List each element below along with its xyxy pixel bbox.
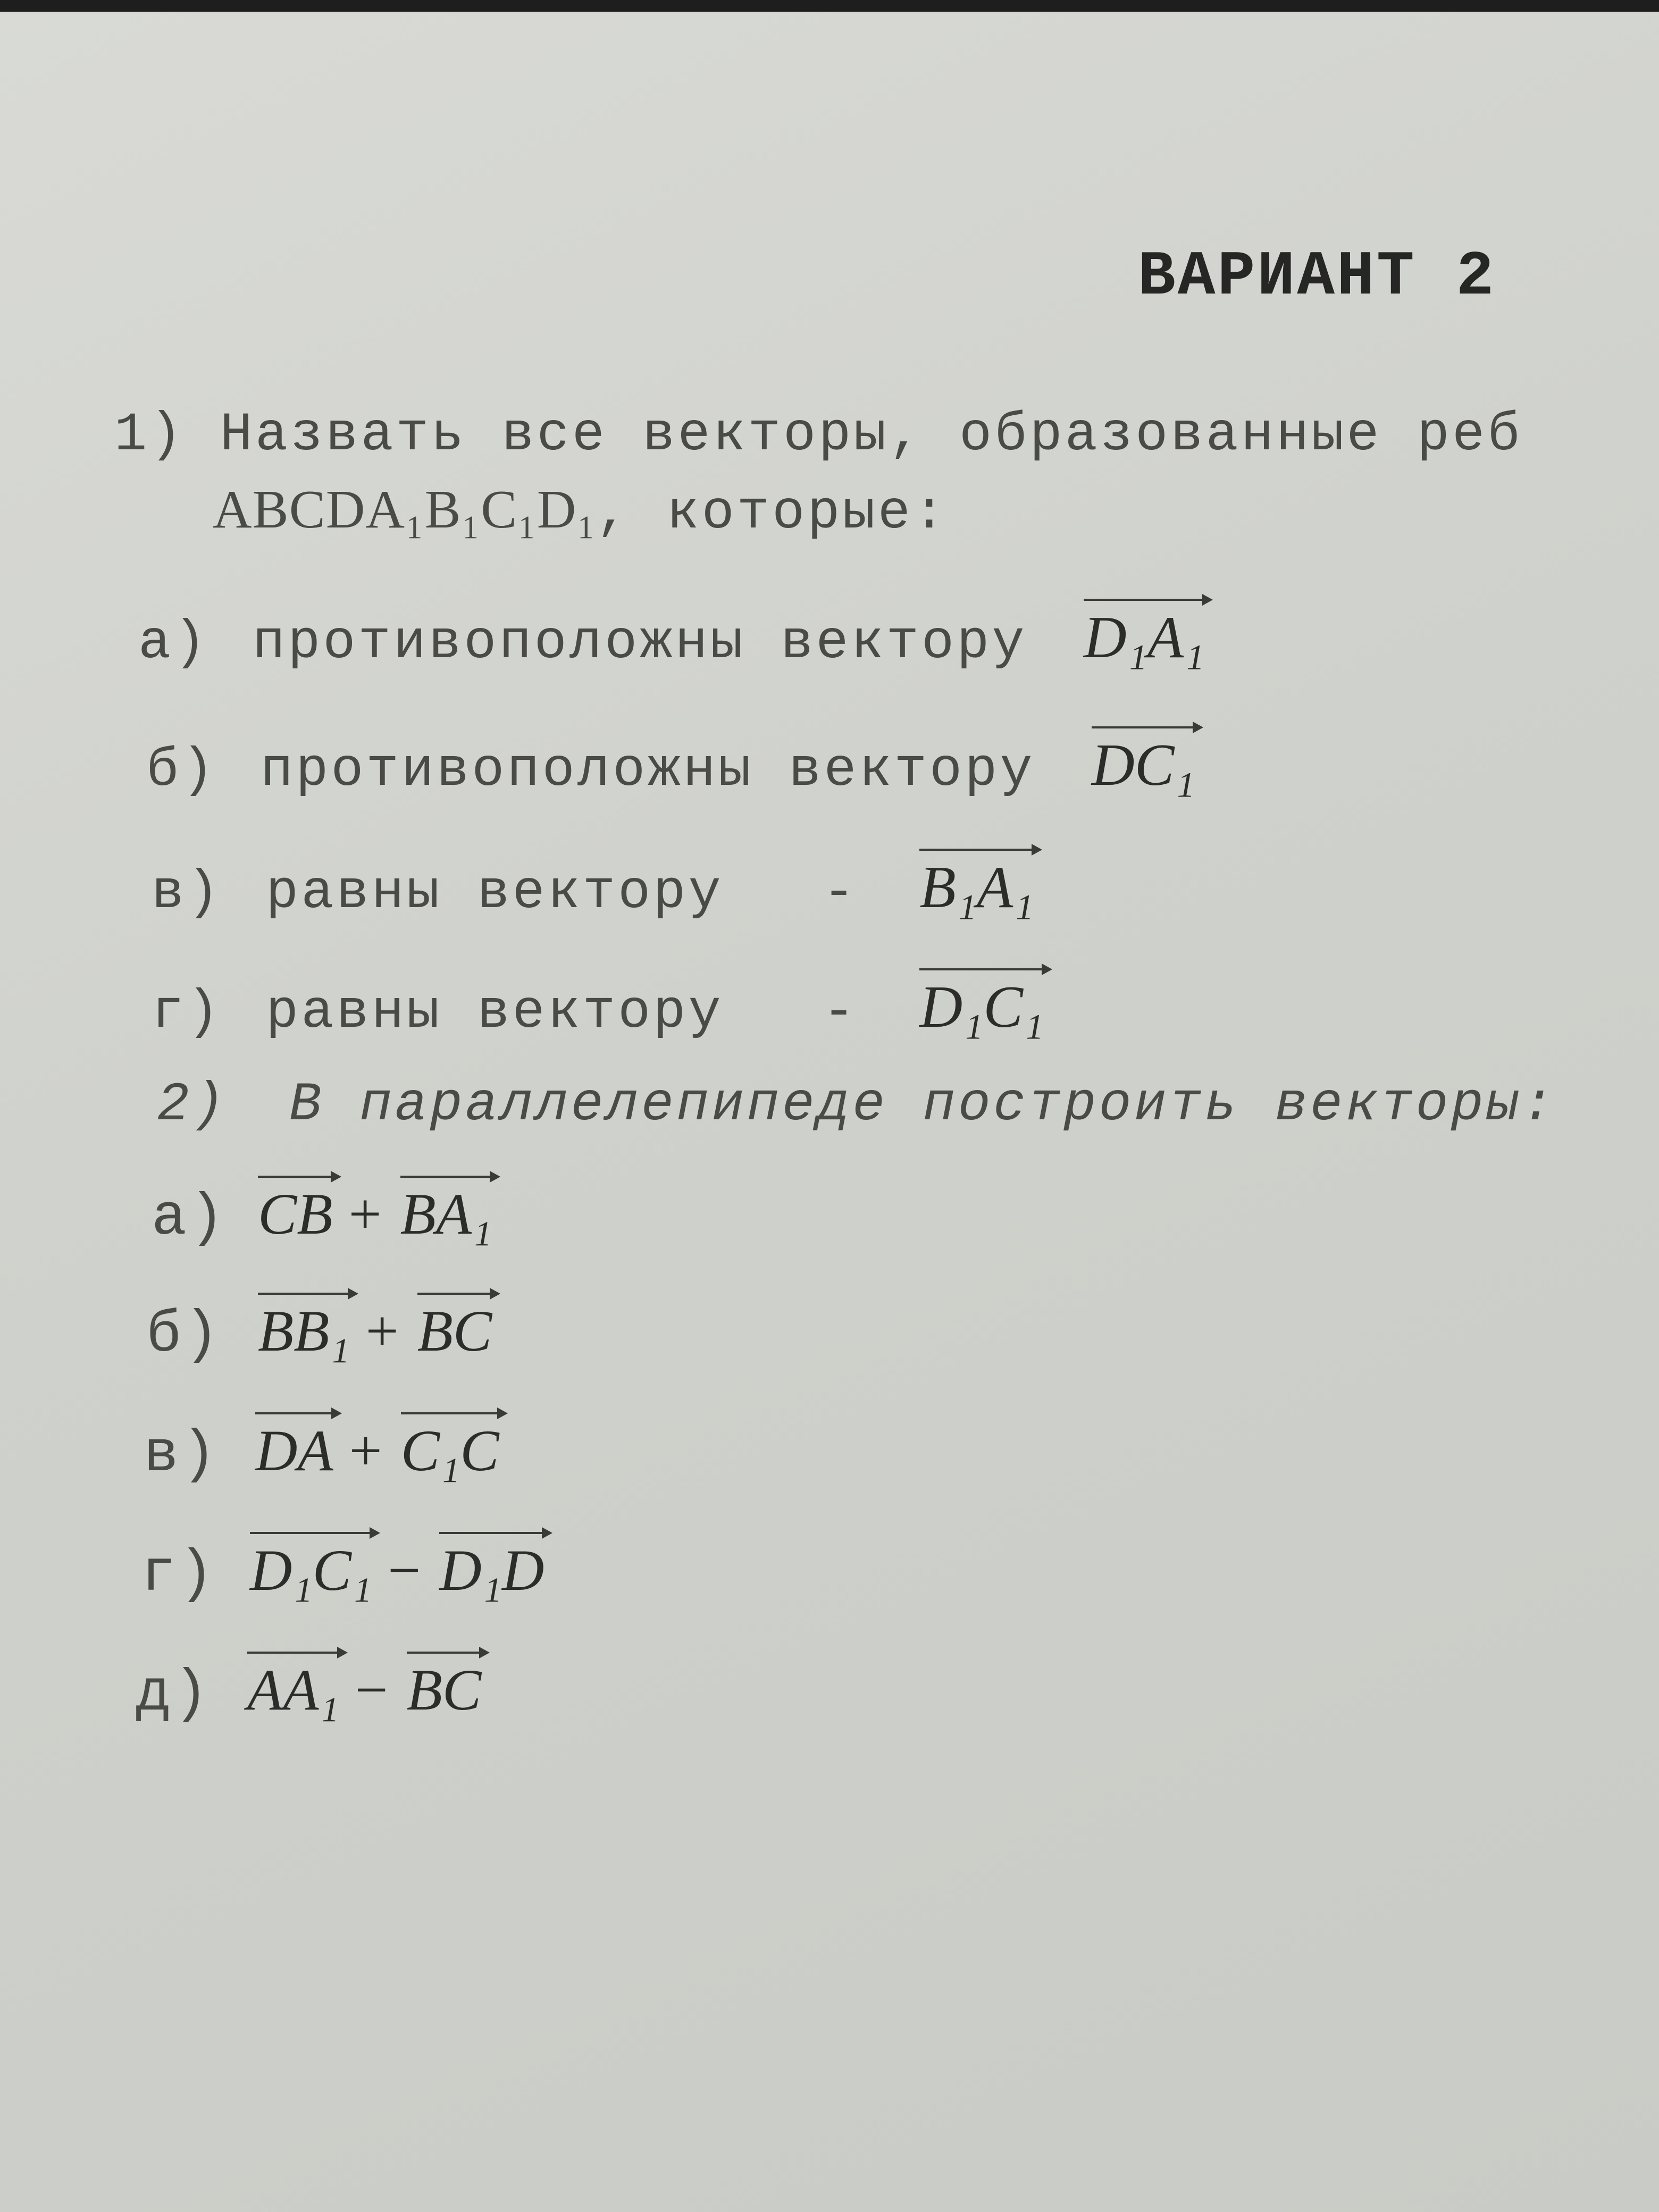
vector-term: B₁A₁: [919, 853, 1034, 922]
vector-term: BA₁: [400, 1180, 492, 1248]
task1-item-g: [152, 973, 1044, 1043]
task2-item-v: [144, 1417, 499, 1488]
item-label: б): [146, 740, 217, 801]
operator: +: [365, 1298, 401, 1363]
item-label: в): [144, 1422, 220, 1488]
task1-line2-tail: , которые:: [596, 482, 949, 544]
item-label: б): [146, 1302, 222, 1369]
task1-line2: [213, 479, 948, 544]
task2-item-b: [146, 1297, 492, 1369]
vector-term: D₁A₁: [1084, 604, 1204, 672]
item-label: а): [152, 1185, 228, 1252]
item-label: г): [141, 1541, 217, 1608]
task1-item-v: [152, 853, 1034, 924]
task1-line1: [114, 404, 1522, 466]
vector-term: AA₁: [247, 1656, 339, 1724]
operator: −: [355, 1657, 391, 1722]
item-text: противоположны вектору: [253, 612, 1027, 674]
operator: −: [388, 1538, 424, 1603]
task1-item-b: [146, 731, 1195, 801]
operator: +: [348, 1182, 384, 1246]
task2-item-a: [152, 1180, 492, 1252]
vector-term: D₁D: [439, 1537, 544, 1604]
task1-number: 1): [114, 404, 185, 466]
vector-term: BB₁: [258, 1297, 350, 1365]
task2-heading: [157, 1074, 1556, 1136]
task2-number: 2): [157, 1074, 228, 1136]
item-text: равны вектору: [266, 982, 724, 1043]
vector-term: D₁C₁: [919, 973, 1043, 1042]
vector-term: C₁C: [401, 1417, 499, 1485]
item-label: д): [136, 1661, 212, 1728]
item-label: г): [152, 982, 222, 1043]
task1-figure: ABCDA₁B₁C₁D₁: [213, 480, 597, 540]
vector-term: D₁C₁: [250, 1537, 372, 1604]
task1-text: Назвать все векторы, образованные реб: [220, 404, 1523, 466]
variant-title: ВАРИАНТ 2: [1138, 242, 1496, 313]
item-text: равны вектору: [266, 862, 724, 924]
operator: +: [349, 1418, 385, 1483]
task1-item-a: [138, 604, 1204, 674]
item-label: а): [138, 612, 209, 674]
top-edge-shadow: [0, 0, 1659, 12]
task2-item-g: [141, 1537, 544, 1608]
vector-term: DC₁: [1092, 731, 1195, 800]
task2-text: В параллелепипеде построить векторы:: [289, 1074, 1557, 1136]
item-text: противоположны вектору: [261, 740, 1035, 801]
vector-term: DA: [255, 1417, 333, 1485]
minus-sign: -: [822, 982, 858, 1043]
task2-item-d: [136, 1656, 481, 1728]
minus-sign: -: [822, 862, 858, 924]
vector-term: BC: [417, 1297, 492, 1365]
vector-term: BC: [407, 1656, 482, 1724]
item-label: в): [152, 862, 222, 924]
vector-term: CB: [258, 1180, 333, 1248]
